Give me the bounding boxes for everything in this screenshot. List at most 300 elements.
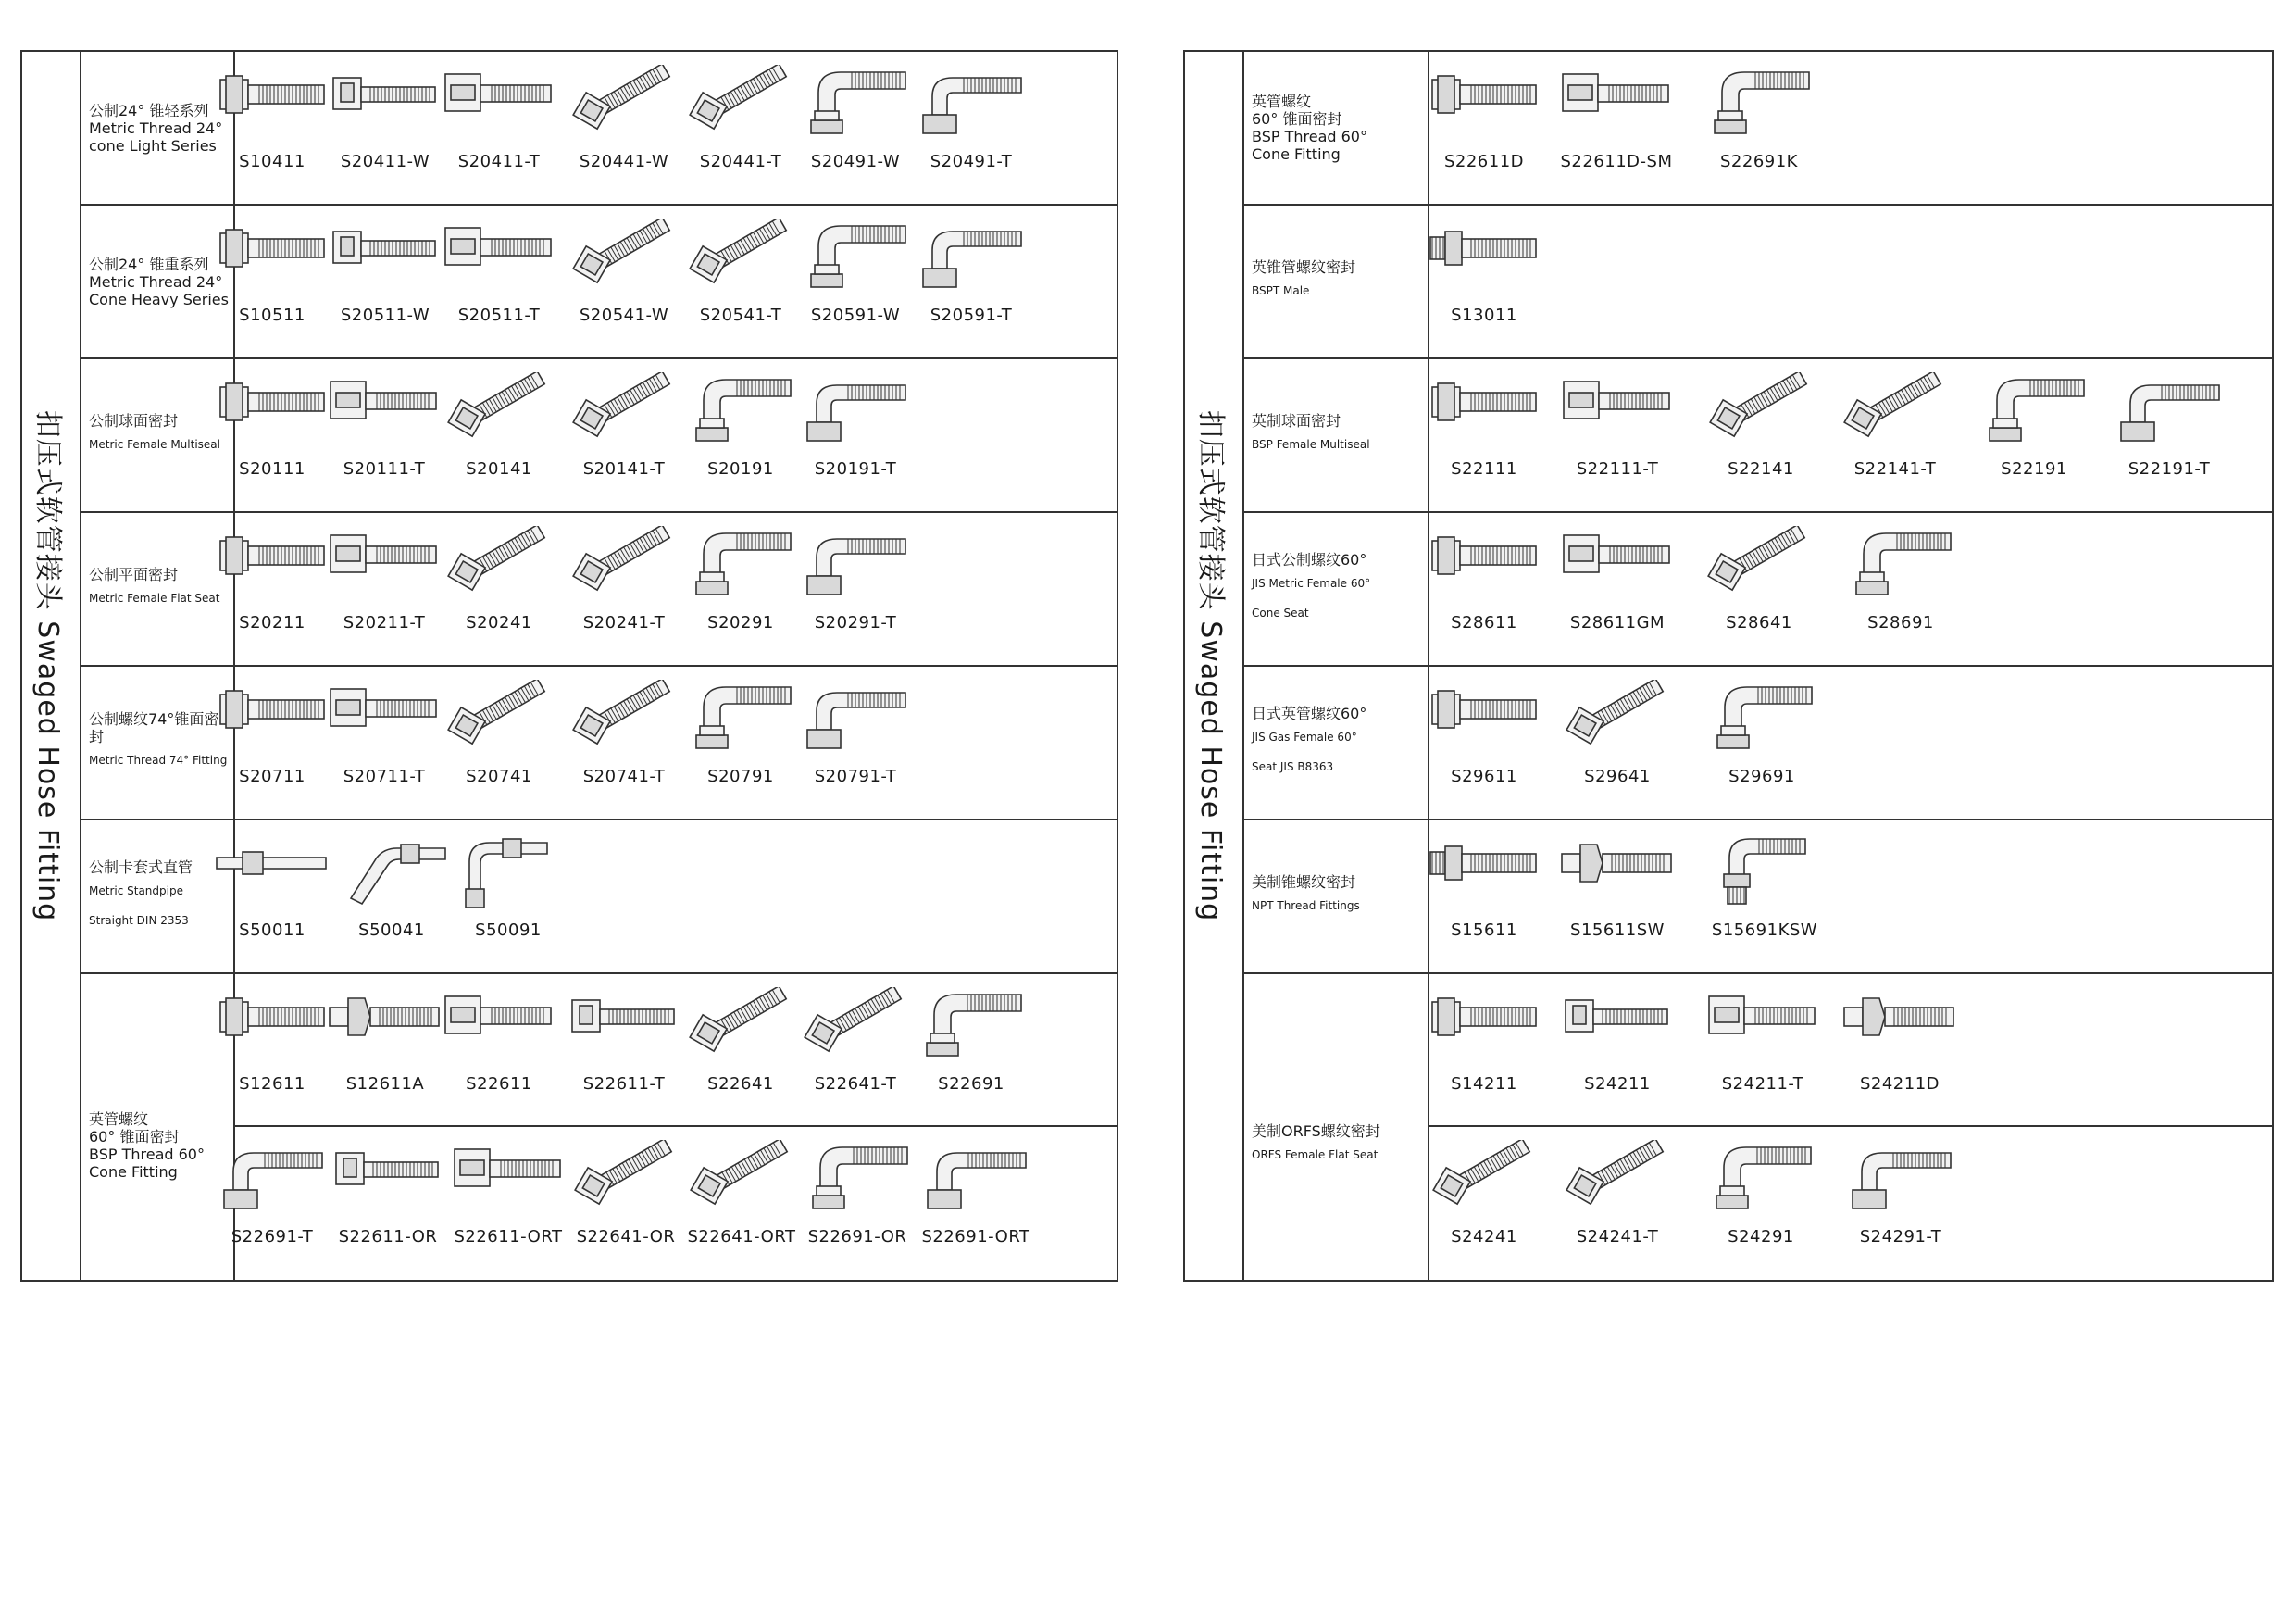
fitting-item[interactable] (564, 526, 684, 632)
hose-fitting-drawing-icon (2112, 372, 2227, 448)
fitting-subrow (231, 1127, 1117, 1280)
hose-fitting-drawing-icon (215, 680, 330, 756)
hose-fitting-drawing-icon (914, 65, 1029, 141)
part-number: S22691 (938, 1074, 1004, 1094)
side-title: 扣压式软管接头 Swaged Hose Fitting (31, 409, 64, 922)
part-number: S22191 (2001, 459, 2067, 479)
hose-fitting-drawing-icon (914, 987, 1029, 1063)
fitting-item[interactable] (325, 65, 445, 171)
hose-fitting-drawing-icon (327, 372, 442, 448)
part-number: S22691-T (231, 1227, 314, 1246)
fitting-item[interactable] (324, 680, 444, 786)
hose-fitting-drawing-icon (1560, 987, 1675, 1063)
section-label-line: 英制球面密封 (1252, 411, 1341, 430)
part-number: S22611D-SM (1560, 152, 1673, 171)
hose-fitting-drawing-icon (327, 680, 442, 756)
fitting-item[interactable] (212, 219, 332, 325)
hose-fitting-drawing-icon (215, 987, 330, 1063)
part-number: S20741 (466, 767, 532, 786)
hose-fitting-drawing-icon (683, 987, 798, 1063)
hose-fitting-drawing-icon (442, 65, 556, 141)
fitting-item[interactable] (1704, 833, 1825, 940)
fitting-section-row (81, 974, 1117, 1280)
fitting-item[interactable] (212, 680, 332, 786)
fitting-item[interactable] (1840, 987, 1960, 1094)
hose-fitting-drawing-icon (328, 987, 443, 1063)
hose-fitting-drawing-icon (798, 987, 913, 1063)
part-number: S13011 (1451, 306, 1517, 325)
fitting-item[interactable] (439, 526, 559, 632)
hose-fitting-drawing-icon (567, 680, 681, 756)
fitting-item[interactable] (212, 65, 332, 171)
part-number: S29611 (1451, 767, 1517, 786)
part-number: S20111 (239, 459, 306, 479)
fitting-item[interactable] (1424, 1140, 1544, 1246)
fitting-item[interactable] (212, 372, 332, 479)
part-number: S20241-T (582, 613, 666, 632)
part-number: S22611 (466, 1074, 532, 1094)
fitting-item[interactable] (911, 65, 1031, 171)
hose-fitting-drawing-icon (442, 219, 556, 294)
fitting-item[interactable] (1424, 526, 1544, 632)
fitting-item[interactable] (681, 1140, 802, 1246)
hose-fitting-drawing-icon (1559, 65, 1674, 141)
fitting-item[interactable] (212, 987, 332, 1094)
fitting-item[interactable] (564, 65, 684, 171)
part-number: S28641 (1726, 613, 1792, 632)
fitting-item[interactable] (1835, 372, 1955, 479)
hose-fitting-drawing-icon (327, 526, 442, 602)
fitting-item[interactable] (1557, 987, 1678, 1094)
part-number: S10511 (239, 306, 306, 325)
part-number: S20291 (707, 613, 774, 632)
part-number: S22691-ORT (921, 1227, 1030, 1246)
hose-fitting-drawing-icon (1705, 987, 1820, 1063)
hose-fitting-drawing-icon (683, 372, 798, 448)
fitting-item[interactable] (1699, 65, 1819, 171)
part-number: S20241 (466, 613, 532, 632)
hose-fitting-drawing-icon (1427, 833, 1541, 909)
hose-fitting-drawing-icon (798, 65, 913, 141)
part-number: S20491-W (810, 152, 901, 171)
fitting-item[interactable] (331, 833, 452, 940)
fitting-item[interactable] (439, 372, 559, 479)
part-number: S20791-T (814, 767, 897, 786)
fitting-section-row (1244, 820, 2272, 974)
section-label-line: Metric Female Flat Seat (89, 591, 220, 605)
part-number: S20191-T (814, 459, 897, 479)
part-number: S15611 (1451, 920, 1517, 940)
fitting-section-row (1244, 52, 2272, 206)
hose-fitting-drawing-icon (442, 372, 556, 448)
fitting-item[interactable] (795, 987, 916, 1094)
section-label-line: BSPT Male (1252, 283, 1310, 297)
hose-fitting-drawing-icon (914, 219, 1029, 294)
fitting-subrow (235, 667, 1117, 820)
part-number: S50091 (475, 920, 542, 940)
fitting-item[interactable] (797, 1140, 917, 1246)
section-label-line: Cone Heavy Series (89, 290, 229, 308)
fitting-subrow (235, 820, 1117, 974)
hose-fitting-drawing-icon (567, 987, 681, 1063)
section-label-line: JIS Metric Female 60° (1252, 576, 1371, 590)
fitting-item[interactable] (1424, 987, 1544, 1094)
hose-fitting-drawing-icon (328, 65, 443, 141)
fitting-subrow (1429, 667, 2272, 820)
part-number: S28611GM (1569, 613, 1666, 632)
section-label-line: Cone Fitting (1252, 145, 1341, 163)
fitting-item[interactable] (1557, 372, 1678, 479)
fitting-item[interactable] (1424, 65, 1544, 171)
part-number: S20411-T (457, 152, 541, 171)
hose-fitting-drawing-icon (683, 65, 798, 141)
hose-fitting-drawing-icon (1977, 372, 2091, 448)
fitting-section-row (1244, 513, 2272, 667)
fitting-item[interactable] (680, 372, 801, 479)
part-number: S20441-T (699, 152, 782, 171)
part-number: S28691 (1867, 613, 1934, 632)
fitting-item[interactable] (680, 219, 801, 325)
section-label-line: Cone Seat (1252, 606, 1309, 620)
fitting-item[interactable] (1424, 680, 1544, 786)
part-number: S20511-T (457, 306, 541, 325)
hose-fitting-drawing-icon (1560, 526, 1675, 602)
section-label-line: 英锥管螺纹密封 (1252, 257, 1356, 276)
hose-fitting-drawing-icon (1702, 65, 1816, 141)
fitting-item[interactable] (324, 526, 444, 632)
part-number: S22611-ORT (454, 1227, 563, 1246)
part-number: S20141 (466, 459, 532, 479)
hose-fitting-drawing-icon (798, 219, 913, 294)
section-label-line: Metric Thread 24° (89, 272, 223, 291)
fitting-item[interactable] (325, 987, 445, 1094)
fitting-item[interactable] (916, 1140, 1036, 1246)
section-label-line: 60° 锥面密封 (89, 1128, 180, 1146)
hose-fitting-drawing-icon (442, 987, 556, 1063)
section-label (1244, 206, 1429, 357)
fitting-item[interactable] (680, 65, 801, 171)
section-label-line: Metric Female Multiseal (89, 437, 220, 451)
part-number: S20511-W (340, 306, 430, 325)
section-label-line: NPT Thread Fittings (1252, 898, 1360, 912)
hose-fitting-drawing-icon (215, 372, 330, 448)
fitting-item[interactable] (2109, 372, 2229, 479)
hose-fitting-drawing-icon (215, 526, 330, 602)
fitting-section-row (1244, 667, 2272, 820)
part-number: S22641-T (814, 1074, 897, 1094)
part-number: S15611SW (1570, 920, 1665, 940)
fitting-item[interactable] (1841, 1140, 1961, 1246)
hose-fitting-drawing-icon (918, 1140, 1033, 1216)
section-label-line: Seat JIS B8363 (1252, 759, 1334, 773)
fitting-item[interactable] (1703, 987, 1823, 1094)
hose-fitting-drawing-icon (451, 833, 566, 909)
fitting-item[interactable] (448, 1140, 568, 1246)
section-label-line: BSP Thread 60° (89, 1146, 205, 1163)
section-label-line: 公制球面密封 (89, 411, 179, 430)
part-number: S10411 (239, 152, 306, 171)
fitting-item[interactable] (680, 680, 801, 786)
section-label (1244, 52, 1429, 204)
part-number: S22641-OR (576, 1227, 676, 1246)
fitting-item[interactable] (795, 65, 916, 171)
part-number: S29641 (1584, 767, 1651, 786)
section-label-line: Metric Thread 74° Fitting (89, 754, 228, 767)
section-label-line: 美制ORFS螺纹密封 (1252, 1121, 1380, 1140)
hose-fitting-drawing-icon (1427, 526, 1541, 602)
fitting-subrow (1429, 513, 2272, 667)
fitting-item[interactable] (564, 680, 684, 786)
part-number: S28611 (1451, 613, 1517, 632)
fitting-subrow (235, 974, 1117, 1127)
hose-fitting-drawing-icon (1842, 987, 1957, 1063)
catalog-panel-right (1183, 50, 2274, 1282)
part-number: S20411-W (340, 152, 430, 171)
fitting-item[interactable] (1702, 680, 1822, 786)
fitting-subrow (235, 52, 1117, 206)
hose-fitting-drawing-icon (567, 372, 681, 448)
fitting-item[interactable] (1701, 1140, 1821, 1246)
fitting-item[interactable] (212, 526, 332, 632)
fitting-item[interactable] (680, 987, 801, 1094)
hose-fitting-drawing-icon (798, 526, 913, 602)
part-number: S20741-T (582, 767, 666, 786)
fitting-item[interactable] (1841, 526, 1961, 632)
fitting-item[interactable] (795, 219, 916, 325)
section-label-line: 公制平面密封 (89, 565, 179, 583)
hose-fitting-drawing-icon (1427, 1140, 1541, 1216)
hose-fitting-drawing-icon (683, 526, 798, 602)
hose-fitting-drawing-icon (567, 65, 681, 141)
hose-fitting-drawing-icon (683, 680, 798, 756)
fitting-item[interactable] (212, 1140, 332, 1246)
hose-fitting-drawing-icon (442, 680, 556, 756)
part-number: S20791 (707, 767, 774, 786)
fitting-item[interactable] (448, 833, 568, 940)
part-number: S22611D (1443, 152, 1525, 171)
section-label-line: BSP Thread 60° (1252, 128, 1367, 145)
part-number: S20591-T (930, 306, 1013, 325)
fitting-section-row (81, 359, 1117, 513)
fitting-subrow (235, 513, 1117, 667)
part-number: S20541-W (579, 306, 669, 325)
part-number: S12611A (345, 1074, 425, 1094)
part-number: S24241 (1451, 1227, 1517, 1246)
part-number: S22611-T (582, 1074, 666, 1094)
hose-fitting-drawing-icon (1427, 219, 1541, 294)
part-number: S20191 (707, 459, 774, 479)
fitting-section-row (1244, 206, 2272, 359)
fitting-item[interactable] (1556, 65, 1677, 171)
section-label-line: 英管螺纹 (89, 1110, 149, 1128)
part-number: S20491-T (930, 152, 1013, 171)
section-label-line: Cone Fitting (89, 1163, 178, 1181)
catalog-panel-left (20, 50, 1118, 1282)
side-title-cell (1185, 52, 1244, 1280)
hose-fitting-drawing-icon (1427, 372, 1541, 448)
section-label-line: 日式英管螺纹60° (1252, 704, 1367, 722)
fitting-item[interactable] (911, 219, 1031, 325)
hose-fitting-drawing-icon (1843, 526, 1958, 602)
section-label-line: 美制锥螺纹密封 (1252, 872, 1356, 891)
part-number: S20291-T (814, 613, 897, 632)
fitting-item[interactable] (1424, 219, 1544, 325)
hose-fitting-drawing-icon (798, 372, 913, 448)
part-number: S20211-T (343, 613, 426, 632)
part-number: S20441-W (579, 152, 669, 171)
fitting-item[interactable] (795, 526, 916, 632)
fitting-subrow (1429, 52, 2272, 206)
fitting-section-row (81, 667, 1117, 820)
fitting-item[interactable] (1699, 526, 1819, 632)
hose-fitting-drawing-icon (215, 65, 330, 141)
section-label-line: Metric Standpipe (89, 883, 183, 897)
hose-fitting-drawing-icon (442, 526, 556, 602)
fitting-subrow (1429, 359, 2272, 513)
fitting-item[interactable] (564, 987, 684, 1094)
fitting-item[interactable] (1424, 833, 1544, 940)
fitting-item[interactable] (1557, 833, 1678, 940)
section-label-line: ORFS Female Flat Seat (1252, 1147, 1379, 1161)
fitting-section-row (1244, 359, 2272, 513)
fitting-section-row (1244, 974, 2272, 1280)
hose-fitting-drawing-icon (1703, 372, 1818, 448)
part-number: S20211 (239, 613, 306, 632)
fitting-item[interactable] (1424, 372, 1544, 479)
section-label (1244, 359, 1429, 511)
hose-fitting-drawing-icon (1707, 833, 1822, 909)
part-number: S22141-T (1853, 459, 1937, 479)
fitting-item[interactable] (564, 372, 684, 479)
part-number: S20711 (239, 767, 306, 786)
hose-fitting-drawing-icon (800, 1140, 915, 1216)
fitting-item[interactable] (911, 987, 1031, 1094)
part-number: S24291 (1728, 1227, 1794, 1246)
section-label (1244, 974, 1429, 1280)
part-number: S15691KSW (1711, 920, 1818, 940)
part-number: S22141 (1728, 459, 1794, 479)
section-label-line: Metric Thread 24° (89, 119, 223, 137)
hose-fitting-drawing-icon (1560, 680, 1675, 756)
fitting-section-row (81, 52, 1117, 206)
part-number: S50041 (358, 920, 425, 940)
part-number: S22111 (1451, 459, 1517, 479)
fitting-subrow (235, 206, 1117, 359)
hose-fitting-drawing-icon (683, 219, 798, 294)
part-number: S20541-T (699, 306, 782, 325)
part-number: S22691K (1720, 152, 1798, 171)
hose-fitting-drawing-icon (1843, 1140, 1958, 1216)
section-label-line: 公制卡套式直管 (89, 858, 193, 876)
fitting-item[interactable] (212, 833, 332, 940)
fitting-subrow (1429, 206, 2272, 359)
fitting-item[interactable] (564, 219, 684, 325)
section-label-line: 英管螺纹 (1252, 93, 1312, 110)
part-number: S29691 (1728, 767, 1795, 786)
fitting-subrow (1429, 974, 2272, 1127)
hose-fitting-drawing-icon (1427, 65, 1541, 141)
hose-fitting-drawing-icon (328, 219, 443, 294)
section-label-line: 公制24° 锥重系列 (89, 255, 209, 273)
fitting-item[interactable] (1557, 1140, 1678, 1246)
part-number: S20711-T (343, 767, 426, 786)
hose-fitting-drawing-icon (1560, 833, 1675, 909)
fitting-item[interactable] (324, 372, 444, 479)
part-number: S24211 (1584, 1074, 1651, 1094)
hose-fitting-drawing-icon (215, 1140, 330, 1216)
hose-fitting-drawing-icon (1702, 526, 1816, 602)
hose-fitting-drawing-icon (215, 219, 330, 294)
fitting-item[interactable] (795, 680, 916, 786)
hose-fitting-drawing-icon (798, 680, 913, 756)
section-label-line: 公制螺纹74°锥面密封 (89, 710, 219, 745)
part-number: S24291-T (1859, 1227, 1942, 1246)
hose-fitting-drawing-icon (451, 1140, 566, 1216)
part-number: S24211D (1859, 1074, 1940, 1094)
hose-fitting-drawing-icon (331, 1140, 445, 1216)
part-number: S22111-T (1576, 459, 1659, 479)
fitting-item[interactable] (439, 680, 559, 786)
fitting-section-row (81, 206, 1117, 359)
fitting-item[interactable] (439, 987, 559, 1094)
part-number: S50011 (239, 920, 306, 940)
part-number: S22191-T (2128, 459, 2211, 479)
section-label-line: 日式公制螺纹60° (1252, 550, 1367, 569)
section-label (1244, 820, 1429, 972)
hose-fitting-drawing-icon (1427, 987, 1541, 1063)
fitting-item[interactable] (795, 372, 916, 479)
fitting-item[interactable] (1974, 372, 2094, 479)
fitting-item[interactable] (439, 219, 559, 325)
section-label-line: Straight DIN 2353 (89, 913, 189, 927)
section-label (1244, 513, 1429, 665)
part-number: S20591-W (810, 306, 901, 325)
fitting-subrow (1429, 1127, 2272, 1280)
part-number: S22641-ORT (687, 1227, 796, 1246)
hose-fitting-drawing-icon (1427, 680, 1541, 756)
fitting-item[interactable] (1557, 680, 1678, 786)
part-number: S20111-T (343, 459, 426, 479)
side-title: 扣压式软管接头 Swaged Hose Fitting (1194, 409, 1227, 922)
hose-fitting-drawing-icon (568, 1140, 683, 1216)
part-number: S24241-T (1576, 1227, 1659, 1246)
side-title-cell (22, 52, 81, 1280)
part-number: S22611-OR (338, 1227, 438, 1246)
fitting-item[interactable] (680, 526, 801, 632)
section-label (1244, 667, 1429, 819)
hose-fitting-drawing-icon (1838, 372, 1953, 448)
fitting-section-row (81, 513, 1117, 667)
hose-fitting-drawing-icon (1560, 1140, 1675, 1216)
hose-fitting-drawing-icon (215, 833, 330, 909)
part-number: S14211 (1451, 1074, 1517, 1094)
fitting-item[interactable] (325, 219, 445, 325)
part-number: S22641 (707, 1074, 774, 1094)
fitting-item[interactable] (566, 1140, 686, 1246)
fitting-item[interactable] (1557, 526, 1678, 632)
part-number: S24211-T (1721, 1074, 1804, 1094)
part-number: S22691-OR (807, 1227, 907, 1246)
fitting-item[interactable] (328, 1140, 448, 1246)
fitting-subrow (235, 359, 1117, 513)
part-number: S12611 (239, 1074, 306, 1094)
fitting-item[interactable] (1701, 372, 1821, 479)
hose-fitting-drawing-icon (567, 219, 681, 294)
fitting-item[interactable] (439, 65, 559, 171)
hose-fitting-drawing-icon (1560, 372, 1675, 448)
section-label-line: 公制24° 锥轻系列 (89, 101, 209, 119)
section-label-line: BSP Female Multiseal (1252, 437, 1370, 451)
